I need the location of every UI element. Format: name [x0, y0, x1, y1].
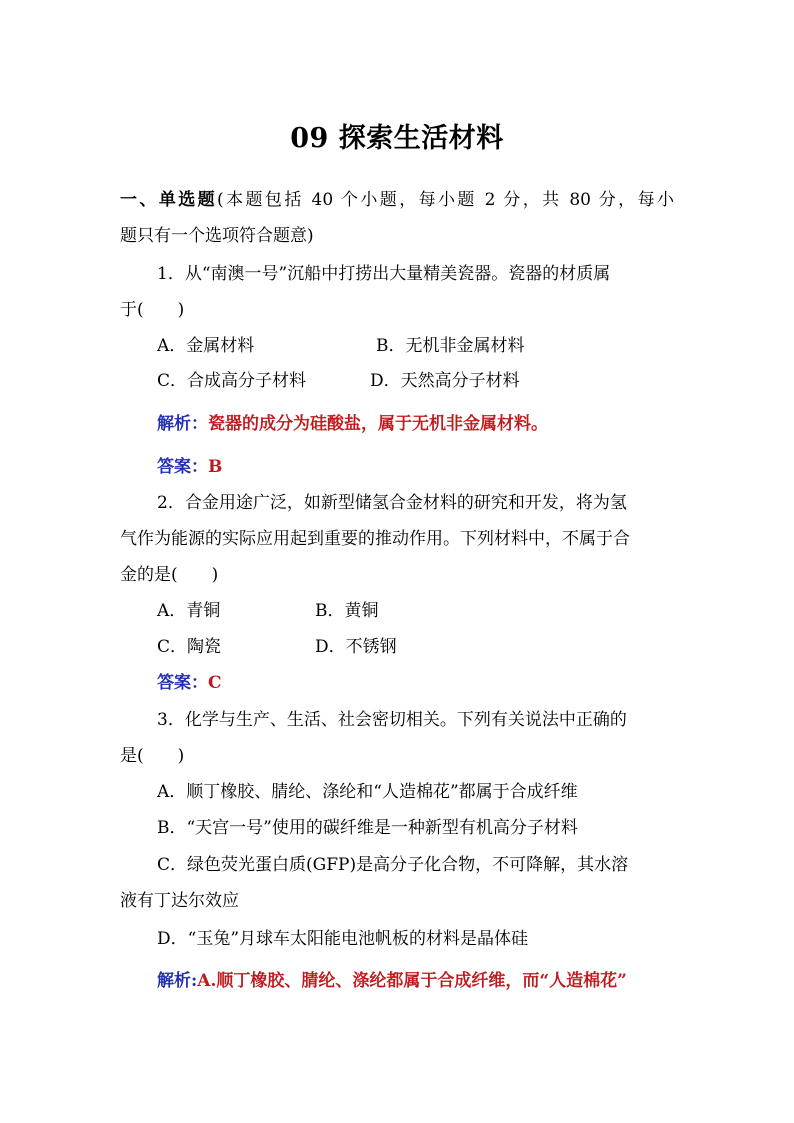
q3-paren-close: ): [177, 746, 185, 766]
q1-stem: 1．从“南澳一号”沉船中打捞出大量精美瓷器。瓷器的材质属: [157, 264, 611, 284]
analysis-text: 瓷器的成分为硅酸盐，属于无机非金属材料。: [208, 414, 548, 434]
q1-option-b: B．无机非金属材料: [376, 336, 525, 356]
q2-stem: 2．合金用途广泛，如新型储氢合金材料的研究和开发，将为氢: [157, 493, 627, 513]
answer-value: C: [208, 673, 222, 693]
q3-stem-cont: [120, 744, 184, 768]
section-description: (本题包括 40 个小题，每小题 2 分，共 80 分，每小: [217, 190, 674, 210]
q1-stem-tail: 于(: [120, 300, 144, 320]
section-description-cont: 题只有一个选项符合题意): [120, 226, 314, 246]
q3-option-c-cont: 液有丁达尔效应: [120, 891, 239, 911]
q2-stem-cont: 气作为能源的实际应用起到重要的推动作用。下列材料中，不属于合: [120, 529, 630, 549]
answer-label: 答案：: [157, 673, 208, 693]
section-heading-line: [120, 188, 674, 212]
q1-option-c: C．合成高分子材料: [157, 371, 307, 391]
q3-option-a: A．顺丁橡胶、腈纶、涤纶和“人造棉花”都属于合成纤维: [157, 782, 578, 802]
q1-answer: [157, 455, 222, 479]
answer-label: 答案：: [157, 457, 208, 477]
q2-option-b: B．黄铜: [315, 601, 379, 621]
analysis-label: 解析：: [157, 414, 208, 434]
q1-option-d: D．天然高分子材料: [370, 371, 520, 391]
q2-stem-tail: 金的是(: [120, 565, 178, 585]
page-title: 09 探索生活材料: [290, 123, 504, 154]
section-heading: 一、单选题: [120, 190, 218, 210]
q2-option-a: A．青铜: [157, 601, 221, 621]
q3-analysis: [157, 969, 627, 993]
q2-paren-close: ): [211, 565, 219, 585]
analysis-label: 解析:: [157, 971, 198, 991]
analysis-text: A.顺丁橡胶、腈纶、涤纶都属于合成纤维，而“人造棉花”: [197, 971, 627, 991]
q3-stem-tail: 是(: [120, 746, 144, 766]
q1-option-a: A．金属材料: [157, 336, 255, 356]
q2-option-d: D．不锈钢: [315, 637, 397, 657]
q3-option-d: D．“玉兔”月球车太阳能电池帆板的材料是晶体硅: [157, 929, 529, 949]
q2-stem-cont2: [120, 563, 218, 587]
q1-analysis: [157, 412, 548, 436]
q1-stem-cont: [120, 298, 184, 322]
q3-stem: 3．化学与生产、生活、社会密切相关。下列有关说法中正确的: [157, 710, 627, 730]
q3-option-b: B．“天宫一号”使用的碳纤维是一种新型有机高分子材料: [157, 818, 578, 838]
answer-value: B: [208, 457, 223, 477]
q2-option-c: C．陶瓷: [157, 637, 222, 657]
q3-option-c: C．绿色荧光蛋白质(GFP)是高分子化合物，不可降解，其水溶: [157, 855, 629, 875]
q2-answer: [157, 671, 222, 695]
q1-paren-close: ): [177, 300, 185, 320]
